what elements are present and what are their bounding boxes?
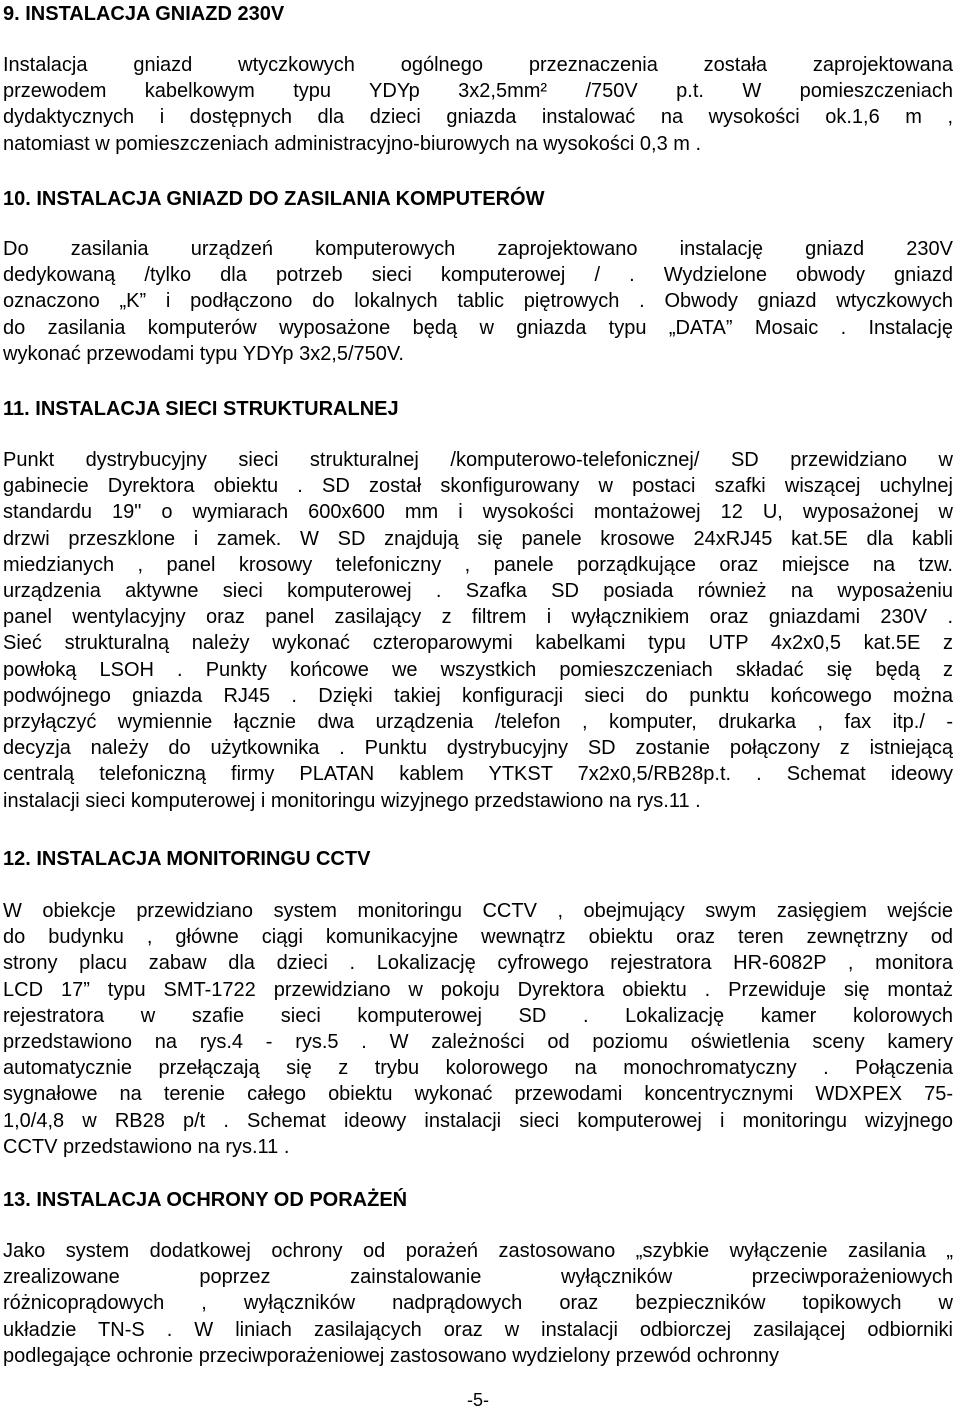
paragraph-line: przyłączyć wymiennie łącznie dwa urządzenia /telefon , komputer, drukarka , fax itp./ - [3, 711, 953, 734]
paragraph-line: standardu 19" o wymiarach 600x600 mm i wysokości montażowej 12 U, wyposażonej w [3, 501, 953, 524]
paragraph-line: układzie TN-S . W liniach zasilających oraz w instalacji odbiorczej zasilającej odbiorniki [3, 1318, 953, 1341]
paragraph-line: drzwi przeszklone i zamek. W SD znajdują się panele krosowe 24xRJ45 kat.5E dla kabli [3, 527, 953, 550]
paragraph-line: Punkt dystrybucyjny sieci strukturalnej /komputerowo-telefonicznej/ SD przewidziano w [3, 449, 953, 471]
paragraph-line: LCD 17” typu SMT-1722 przewidziano w pokoju Dyrektora obiektu . Przewiduje się montaż [3, 978, 953, 1001]
paragraph-line: powłoką LSOH . Punkty końcowe we wszystkich pomieszczeniach składać się będą z [3, 658, 953, 681]
paragraph-line: do zasilania komputerów wyposażone będą w gniazda typu „DATA” Mosaic . Instalację [3, 316, 953, 339]
paragraph-line: dydaktycznych i dostępnych dla dzieci gniazda instalować na wysokości ok.1,6 m , [3, 106, 953, 129]
paragraph-line: natomiast w pomieszczeniach administracyjno-biurowych na wysokości 0,3 m . [3, 132, 702, 155]
paragraph-line: różnicoprądowych , wyłączników nadprądowych oraz bezpieczników topikowych w [3, 1292, 953, 1315]
section-11-heading: 11. INSTALACJA SIECI STRUKTURALNEJ [3, 398, 399, 420]
section-12-heading: 12. INSTALACJA MONITORINGU CCTV [3, 848, 371, 870]
paragraph-line: gabinecie Dyrektora obiektu . SD został skonfigurowany w postaci szafki wiszącej uchylnej [3, 475, 953, 498]
paragraph-line: decyzja należy do użytkownika . Punktu dystrybucyjny SD zostanie połączony z istniejącą [3, 737, 953, 760]
section-13-heading: 13. INSTALACJA OCHRONY OD PORAŻEŃ [3, 1189, 408, 1211]
section-13-paragraph [3, 1238, 953, 1369]
paragraph-line: CCTV przedstawiono na rys.11 . [3, 1135, 290, 1158]
paragraph-line: przewodem kabelkowym typu YDYp 3x2,5mm² /750V p.t. W pomieszczeniach [3, 80, 953, 103]
paragraph-line: dedykowaną /tylko dla potrzeb sieci komputerowej / . Wydzielone obwody gniazd [3, 264, 953, 287]
paragraph-line: Instalacja gniazd wtyczkowych ogólnego przeznaczenia została zaprojektowana [3, 54, 953, 76]
paragraph-line: do budynku , główne ciągi komunikacyjne wewnątrz obiektu oraz teren zewnętrzny od [3, 926, 953, 949]
paragraph-line: panel wentylacyjny oraz panel zasilający z filtrem i wyłącznikiem oraz gniazdami 230V . [3, 606, 953, 629]
paragraph-line: podlegające ochronie przeciwporażeniowej zastosowano wydzielony przewód ochronny [3, 1344, 780, 1367]
paragraph-line: W obiekcje przewidziano system monitoringu CCTV , obejmujący swym zasięgiem wejście [3, 900, 953, 922]
paragraph-line: centralą telefoniczną firmy PLATAN kablem YTKST 7x2x0,5/RB28p.t. . Schemat ideowy [3, 763, 953, 786]
section-10-heading: 10. INSTALACJA GNIAZD DO ZASILANIA KOMPUTERÓW [3, 188, 545, 210]
section-9-paragraph [3, 52, 953, 157]
paragraph-line: miedzianych , panel krosowy telefoniczny , panele porządkujące oraz miejsce na tzw. [3, 553, 953, 576]
paragraph-line: 1,0/4,8 w RB28 p/t . Schemat ideowy instalacji sieci komputerowej i monitoringu wizyjnego [3, 1109, 953, 1132]
paragraph-line: przedstawiono na rys.4 - rys.5 . W zależności od poziomu oświetlenia sceny kamery [3, 1031, 953, 1054]
section-12-paragraph [3, 898, 953, 1160]
paragraph-line: Do zasilania urządzeń komputerowych zaprojektowano instalację gniazd 230V [3, 238, 953, 260]
paragraph-line: Sieć strukturalną należy wykonać czteroparowymi kabelkami typu UTP 4x2x0,5 kat.5E z [3, 632, 953, 655]
page-number: -5- [467, 1390, 489, 1410]
section-11-paragraph [3, 447, 953, 814]
paragraph-line: podwójnego gniazda RJ45 . Dzięki takiej konfiguracji sieci do punktu końcowego można [3, 684, 953, 707]
document-page [3, 0, 953, 1415]
paragraph-line: strony placu zabaw dla dzieci . Lokalizację cyfrowego rejestratora HR-6082P , monitora [3, 952, 953, 975]
paragraph-line: automatycznie przełączają się z trybu kolorowego na monochromatyczny . Połączenia [3, 1057, 953, 1080]
paragraph-line: sygnałowe na terenie całego obiektu wykonać przewodami koncentrycznymi WDXPEX 75- [3, 1083, 953, 1106]
paragraph-line: zrealizowane poprzez zainstalowanie wyłączników przeciwporażeniowych [3, 1266, 953, 1289]
paragraph-line: Jako system dodatkowej ochrony od porażeń zastosowano „szybkie wyłączenie zasilania „ [3, 1240, 953, 1262]
section-9-heading: 9. INSTALACJA GNIAZD 230V [3, 3, 285, 25]
paragraph-line: instalacji sieci komputerowej i monitoringu wizyjnego przedstawiono na rys.11 . [3, 789, 701, 812]
paragraph-line: wykonać przewodami typu YDYp 3x2,5/750V. [3, 342, 404, 365]
section-10-paragraph [3, 236, 953, 367]
paragraph-line: urządzenia aktywne sieci komputerowej . Szafka SD posiada również na wyposażeniu [3, 580, 953, 603]
paragraph-line: rejestratora w szafie sieci komputerowej SD . Lokalizację kamer kolorowych [3, 1004, 953, 1027]
paragraph-line: oznaczono „K” i podłączono do lokalnych tablic piętrowych . Obwody gniazd wtyczkowych [3, 290, 953, 313]
